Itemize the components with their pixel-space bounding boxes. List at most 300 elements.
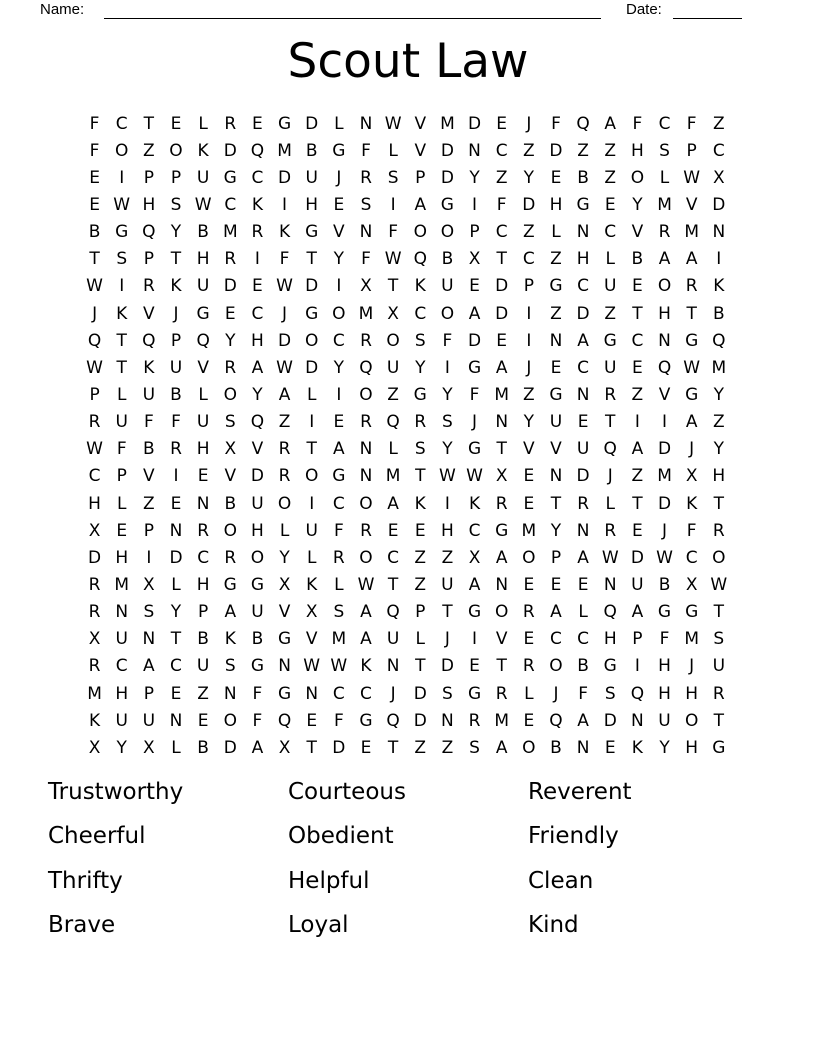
grid-letter: X [305, 602, 318, 623]
grid-letter: O [223, 520, 237, 541]
grid-letter: I [146, 547, 152, 568]
grid-letter: U [441, 276, 454, 297]
grid-letter: I [254, 249, 260, 270]
grid-letter: W [601, 547, 619, 568]
grid-letter: W [276, 276, 293, 297]
grid-letter: E [550, 574, 562, 595]
grid-letter: Z [387, 384, 399, 405]
grid-letter: A [495, 357, 508, 378]
grid-letter: F [469, 384, 480, 405]
grid-letter: F [551, 113, 561, 134]
grid-letter: F [578, 683, 588, 704]
grid-letter: R [197, 520, 210, 541]
grid-letter: C [251, 167, 264, 188]
name-label: Name: [40, 1, 85, 18]
word-list-column [288, 777, 528, 955]
grid-letter: T [496, 249, 507, 270]
grid-letter: I [282, 194, 288, 215]
grid-letter: L [116, 493, 127, 514]
grid-letter: R [224, 113, 237, 134]
grid-letter: S [116, 249, 128, 270]
grid-letter: Y [170, 602, 182, 623]
grid-letter: J [662, 520, 668, 541]
grid-letter: G [467, 439, 482, 460]
grid-letter: R [495, 683, 508, 704]
grid-letter: F [686, 113, 697, 134]
grid-letter: N [278, 656, 291, 677]
grid-letter: Y [252, 384, 263, 405]
grid-letter: U [576, 439, 590, 460]
grid-letter: F [252, 710, 263, 731]
grid-letter: S [387, 167, 399, 188]
grid-letter: G [223, 167, 237, 188]
grid-letter: E [496, 330, 508, 351]
grid-letter: B [441, 249, 454, 270]
grid-letter: E [604, 737, 616, 758]
grid-letter: W [86, 357, 103, 378]
grid-letter: C [577, 357, 590, 378]
grid-letter: N [631, 710, 644, 731]
grid-letter: E [360, 737, 372, 758]
grid-letter: G [277, 629, 292, 650]
grid-letter: T [306, 439, 317, 460]
grid-letter: S [333, 602, 345, 623]
grid-letter: C [332, 330, 345, 351]
grid-letter: M [87, 683, 102, 704]
grid-letter: K [88, 710, 101, 731]
grid-letter: Q [413, 249, 427, 270]
grid-letter: T [387, 737, 399, 758]
grid-letter: D [305, 357, 319, 378]
grid-letter: Q [386, 602, 400, 623]
grid-letter: W [113, 194, 131, 215]
grid-letter: Q [386, 710, 400, 731]
grid-letter: H [196, 439, 210, 460]
grid-letter: G [332, 140, 346, 161]
grid-letter: H [142, 194, 156, 215]
grid-letter: Y [116, 737, 127, 758]
grid-letter: H [441, 520, 454, 541]
grid-letter: G [250, 574, 264, 595]
grid-letter: T [170, 629, 182, 650]
grid-letter: A [468, 303, 481, 324]
grid-letter: U [142, 710, 156, 731]
grid-letter: M [114, 574, 130, 595]
grid-letter: S [469, 737, 480, 758]
grid-letter: S [360, 194, 372, 215]
grid-letter: B [550, 737, 562, 758]
grid-letter: U [115, 412, 128, 433]
word-item: Kind [528, 912, 579, 939]
grid-letter: Z [550, 303, 562, 324]
grid-letter: G [657, 602, 672, 623]
grid-letter: O [115, 140, 129, 161]
grid-letter: K [251, 194, 263, 215]
grid-letter: L [388, 140, 398, 161]
grid-letter: S [659, 140, 670, 161]
grid-letter: X [468, 547, 481, 568]
grid-letter: G [685, 384, 699, 405]
grid-letter: F [116, 439, 127, 460]
grid-letter: A [658, 249, 671, 270]
grid-letter: Q [603, 439, 617, 460]
grid-letter: W [276, 357, 293, 378]
grid-letter: Q [549, 710, 563, 731]
grid-letter: F [686, 520, 697, 541]
grid-letter: V [333, 222, 345, 243]
grid-letter: T [143, 113, 155, 134]
grid-letter: F [632, 113, 643, 134]
grid-letter: O [359, 493, 373, 514]
grid-letter: B [197, 629, 209, 650]
grid-letter: K [224, 629, 236, 650]
date-blank-line [673, 18, 742, 19]
grid-letter: Q [603, 602, 617, 623]
grid-letter: G [440, 194, 454, 215]
grid-letter: X [685, 574, 698, 595]
grid-letter: W [384, 113, 402, 134]
grid-letter: J [336, 167, 342, 188]
grid-letter: X [224, 439, 237, 460]
grid-letter: F [333, 710, 344, 731]
grid-letter: V [278, 602, 291, 623]
grid-letter: C [115, 113, 128, 134]
name-blank-line [104, 18, 601, 19]
grid-letter: G [250, 656, 264, 677]
grid-letter: X [88, 520, 101, 541]
grid-letter: N [169, 520, 183, 541]
grid-letter: Z [631, 384, 644, 405]
grid-letter: O [386, 330, 400, 351]
grid-letter: K [414, 276, 426, 297]
grid-letter: O [712, 547, 726, 568]
grid-letter: W [303, 656, 321, 677]
grid-letter: W [384, 249, 402, 270]
grid-letter: L [198, 384, 208, 405]
grid-letter: Y [170, 222, 182, 243]
grid-letter: B [197, 737, 209, 758]
grid-letter: N [576, 222, 590, 243]
grid-letter: P [170, 330, 182, 351]
grid-letter: W [683, 357, 701, 378]
grid-letter: C [495, 222, 508, 243]
grid-letter: I [472, 194, 478, 215]
grid-letter: D [467, 113, 482, 134]
grid-letter: V [305, 629, 318, 650]
grid-letter: D [169, 547, 183, 568]
word-list-column [528, 777, 768, 955]
grid-letter: A [414, 194, 427, 215]
grid-letter: Q [359, 357, 373, 378]
grid-letter: P [686, 140, 697, 161]
grid-letter: C [224, 194, 237, 215]
grid-letter: H [305, 194, 319, 215]
grid-letter: K [170, 276, 182, 297]
page-title: Scout Law [287, 34, 529, 89]
grid-letter: A [631, 439, 644, 460]
grid-letter: C [658, 113, 671, 134]
grid-letter: N [576, 520, 590, 541]
grid-letter: L [306, 384, 317, 405]
grid-letter: O [359, 384, 373, 405]
grid-letter: J [553, 683, 559, 704]
grid-letter: N [576, 384, 590, 405]
word-item: Reverent [528, 779, 632, 805]
grid-letter: D [495, 276, 509, 297]
grid-letter: P [198, 602, 209, 623]
grid-letter: U [196, 167, 210, 188]
grid-letter: G [413, 384, 427, 405]
grid-letter: N [712, 222, 726, 243]
grid-letter: C [115, 656, 128, 677]
grid-letter: T [496, 439, 507, 460]
grid-letter: Z [441, 737, 454, 758]
grid-letter: K [468, 493, 481, 514]
grid-letter: Z [604, 303, 617, 324]
grid-letter: J [689, 439, 695, 460]
grid-letter: H [658, 683, 671, 704]
grid-letter: W [683, 167, 701, 188]
grid-letter: F [279, 249, 290, 270]
grid-letter: G [196, 303, 210, 324]
grid-letter: G [305, 303, 319, 324]
grid-letter: V [631, 222, 644, 243]
grid-letter: P [143, 249, 154, 270]
grid-letter: Z [414, 574, 427, 595]
grid-letter: E [632, 276, 643, 297]
grid-letter: F [361, 140, 371, 161]
grid-letter: D [413, 710, 427, 731]
grid-letter: R [251, 222, 264, 243]
grid-letter: F [442, 330, 453, 351]
grid-letter: T [89, 249, 100, 270]
grid-letter: B [88, 222, 101, 243]
grid-letter: C [414, 303, 427, 324]
grid-letter: J [173, 303, 179, 324]
grid-letter: V [414, 113, 427, 134]
grid-letter: E [387, 520, 399, 541]
grid-letter: E [89, 194, 100, 215]
grid-letter: V [685, 194, 698, 215]
word-list-column [48, 777, 288, 955]
grid-letter: G [467, 683, 482, 704]
grid-letter: S [170, 194, 182, 215]
grid-letter: Q [250, 412, 265, 433]
grid-letter: C [577, 276, 590, 297]
grid-letter: W [86, 439, 103, 460]
grid-letter: Q [386, 412, 400, 433]
grid-letter: E [252, 113, 263, 134]
grid-letter: W [86, 276, 103, 297]
grid-letter: L [551, 222, 561, 243]
grid-letter: X [360, 276, 372, 297]
grid-letter: E [523, 466, 535, 487]
grid-letter: U [169, 357, 183, 378]
grid-letter: O [494, 602, 509, 623]
grid-letter: D [278, 167, 292, 188]
grid-letter: Y [225, 330, 236, 351]
grid-letter: V [414, 140, 427, 161]
grid-letter: K [306, 574, 318, 595]
grid-letter: T [387, 276, 399, 297]
grid-letter: K [360, 656, 372, 677]
grid-letter: H [251, 520, 264, 541]
grid-letter: M [277, 140, 292, 161]
grid-letter: N [495, 412, 509, 433]
grid-letter: L [605, 493, 615, 514]
grid-letter: M [711, 357, 727, 378]
grid-letter: I [390, 194, 396, 215]
grid-letter: E [333, 412, 345, 433]
grid-letter: L [198, 113, 208, 134]
grid-letter: P [550, 547, 562, 568]
grid-letter: I [472, 629, 478, 650]
grid-letter: G [495, 520, 509, 541]
grid-letter: G [712, 737, 726, 758]
grid-letter: W [330, 656, 348, 677]
grid-letter: N [576, 737, 590, 758]
grid-letter: O [657, 276, 672, 297]
grid-letter: A [468, 574, 481, 595]
grid-letter: D [223, 737, 237, 758]
grid-letter: C [197, 547, 210, 568]
word-item: Thrifty [48, 867, 123, 894]
grid-letter: G [467, 602, 482, 623]
grid-letter: L [388, 439, 398, 460]
grid-letter: Q [712, 330, 726, 351]
grid-letter: C [332, 493, 345, 514]
grid-letter: A [604, 113, 617, 134]
grid-letter: B [305, 140, 318, 161]
grid-letter: U [604, 357, 617, 378]
grid-letter: M [385, 466, 401, 487]
grid-letter: N [468, 140, 481, 161]
grid-letter: E [170, 683, 182, 704]
grid-letter: D [576, 466, 590, 487]
grid-letter: G [549, 276, 563, 297]
grid-letter: T [713, 710, 724, 731]
grid-letter: P [415, 167, 426, 188]
grid-letter: W [656, 547, 673, 568]
grid-letter: R [360, 520, 372, 541]
grid-letter: C [522, 249, 535, 270]
grid-letter: Z [522, 140, 535, 161]
grid-letter: X [387, 303, 399, 324]
grid-letter: T [306, 737, 317, 758]
grid-letter: S [414, 330, 426, 351]
grid-letter: H [685, 683, 699, 704]
grid-letter: W [194, 194, 212, 215]
grid-letter: O [223, 710, 237, 731]
word-item: Courteous [288, 779, 406, 805]
grid-letter: N [386, 656, 400, 677]
grid-letter: E [306, 710, 318, 731]
grid-letter: U [142, 384, 156, 405]
grid-letter: T [442, 602, 453, 623]
grid-letter: H [658, 303, 671, 324]
grid-letter: Y [550, 520, 562, 541]
grid-letter: L [578, 602, 588, 623]
grid-letter: Z [712, 113, 725, 134]
grid-letter: H [630, 140, 644, 161]
grid-letter: G [359, 710, 373, 731]
grid-letter: L [334, 574, 344, 595]
grid-letter: N [359, 222, 373, 243]
grid-letter: E [469, 276, 480, 297]
grid-letter: E [252, 276, 263, 297]
word-item: Clean [528, 867, 594, 894]
grid-letter: H [88, 493, 101, 514]
grid-letter: C [631, 330, 644, 351]
grid-letter: B [577, 167, 589, 188]
grid-letter: X [468, 249, 481, 270]
grid-letter: E [577, 574, 589, 595]
grid-letter: G [332, 466, 346, 487]
grid-letter: H [196, 249, 210, 270]
grid-letter: F [361, 249, 371, 270]
grid-letter: T [496, 656, 507, 677]
grid-letter: Z [522, 222, 535, 243]
grid-letter: C [332, 683, 345, 704]
grid-letter: O [332, 303, 346, 324]
grid-letter: F [333, 520, 344, 541]
grid-letter: D [603, 710, 617, 731]
grid-letter: O [630, 167, 645, 188]
grid-letter: A [143, 656, 155, 677]
grid-letter: R [360, 330, 372, 351]
grid-letter: C [468, 520, 481, 541]
grid-letter: N [495, 574, 509, 595]
grid-letter: N [549, 466, 563, 487]
grid-letter: Q [142, 330, 156, 351]
grid-letter: V [251, 439, 264, 460]
grid-letter: J [282, 303, 288, 324]
grid-letter: P [170, 167, 182, 188]
grid-letter: D [630, 547, 644, 568]
grid-letter: M [521, 520, 537, 541]
grid-letter: K [414, 493, 426, 514]
grid-letter: R [360, 412, 372, 433]
grid-letter: F [659, 629, 670, 650]
grid-letter: R [495, 493, 508, 514]
grid-letter: K [197, 140, 209, 161]
grid-letter: N [603, 574, 617, 595]
grid-letter: Q [142, 222, 156, 243]
grid-letter: P [469, 222, 480, 243]
grid-letter: O [522, 737, 536, 758]
grid-letter: Z [495, 167, 508, 188]
grid-letter: Q [657, 357, 672, 378]
grid-letter: P [116, 466, 127, 487]
grid-letter: I [119, 276, 125, 297]
grid-letter: G [223, 574, 237, 595]
grid-letter: R [224, 249, 237, 270]
grid-letter: R [414, 412, 427, 433]
grid-letter: H [685, 737, 699, 758]
grid-letter: U [305, 167, 318, 188]
word-item: Obedient [288, 823, 394, 850]
grid-letter: J [526, 357, 532, 378]
grid-letter: F [496, 194, 507, 215]
grid-letter: N [359, 466, 373, 487]
grid-letter: S [143, 602, 155, 623]
grid-letter: Z [278, 412, 291, 433]
grid-letter: Y [415, 357, 426, 378]
word-list [48, 777, 768, 955]
grid-letter: A [360, 602, 372, 623]
grid-letter: P [143, 167, 154, 188]
grid-letter: D [576, 303, 590, 324]
